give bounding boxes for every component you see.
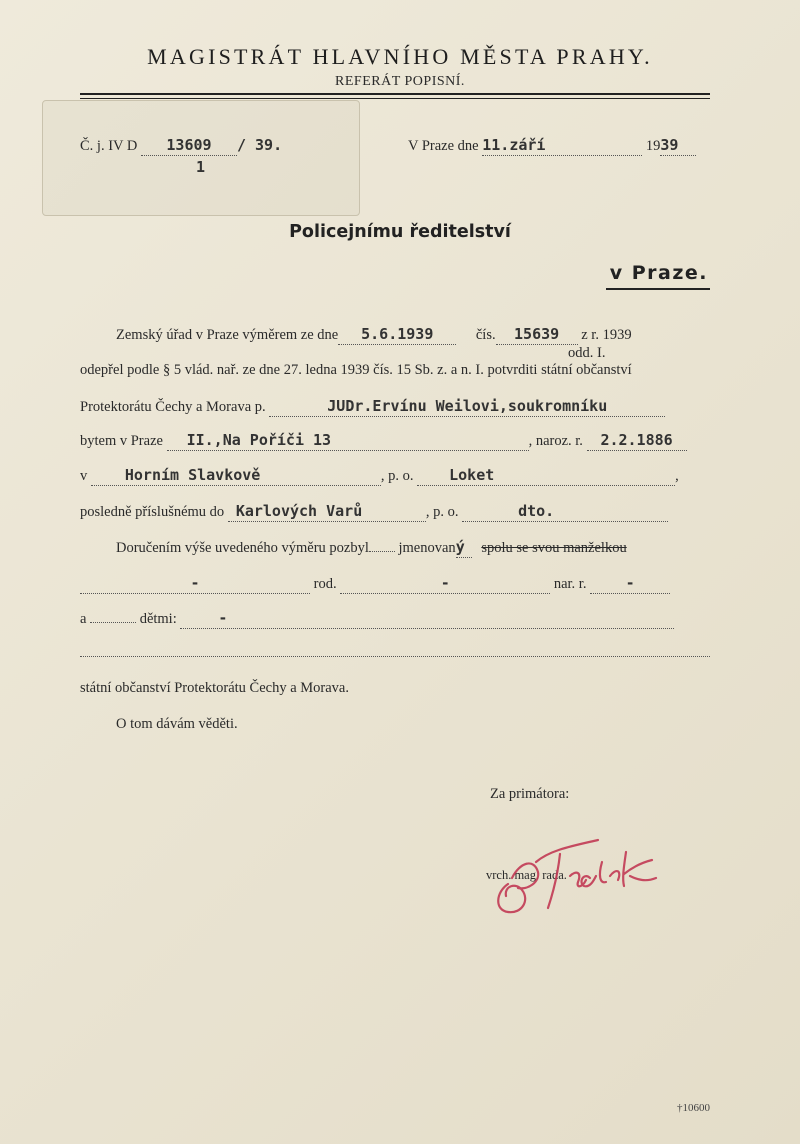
decree-department: odd. I. (568, 345, 606, 361)
signatory-title: vrch. mag. rada. (486, 868, 567, 882)
loss-intro: Doručením výše uvedeného výměru pozbyl (116, 540, 369, 556)
spouse-birth-dash: - (625, 574, 635, 592)
domicile-po-label: , p. o. (425, 504, 459, 520)
residence-address: II.,Na Poříči 13 (186, 431, 332, 449)
decree-intro: Zemský úřad v Praze výměrem ze dne (116, 327, 339, 343)
birth-place: Horním Slavkově (124, 466, 261, 484)
header-rule-thin (80, 98, 710, 99)
body-line-3 (80, 397, 665, 417)
maiden-name-label: rod. (313, 576, 337, 592)
domicile-label: posledně příslušnému do (80, 504, 225, 520)
decree-date: 5.6.1939 (361, 325, 434, 343)
body-line-8 (80, 574, 670, 594)
date-line (408, 136, 696, 156)
body-line-5: v Horním Slavkově , p. o. Loket , (80, 466, 679, 484)
body-line-citizenship: státní občanství Protektorátu Čechy a Morava. (80, 680, 349, 696)
header-rule-thick (80, 93, 710, 95)
body-line-4 (80, 431, 687, 451)
for-mayor-label: Za primátora: (490, 786, 570, 802)
body-line-7 (116, 538, 627, 558)
body-line-9 (80, 609, 674, 629)
body-line-closing: O tom dávám věděti. (116, 716, 238, 732)
year-value: 39 (660, 136, 679, 154)
children-label: dětmi: (139, 611, 177, 627)
person-name: JUDr.Ervínu Weilovi,soukromníku (327, 397, 608, 415)
children-dash: - (218, 609, 228, 627)
reference-sub: 1 (196, 158, 206, 176)
named-label: jmenovan (398, 540, 456, 556)
decree-number: 15639 (514, 325, 560, 343)
residence-label: bytem v Praze (80, 433, 163, 449)
decree-year: z r. 1939 (581, 327, 632, 343)
blank-dotted-line (80, 656, 710, 657)
birth-po-label: , p. o. (380, 468, 414, 484)
maiden-dash: - (440, 574, 450, 592)
reference-number: 13609 (166, 136, 212, 154)
date-value: 11.září (482, 136, 546, 154)
reference-line (80, 136, 282, 156)
body-line-2: odepřel podle § 5 vlád. nař. ze dne 27. ledna 1939 čís. 15 Sb. z. a n. I. potvrditi státní občanství (80, 362, 632, 378)
addressee-underline (606, 288, 710, 290)
birth-date: 2.2.1886 (600, 431, 673, 449)
form-code: †10600 (677, 1102, 710, 1114)
struck-spouse-text: spolu se svou manželkou (481, 540, 627, 556)
date-prefix: V Praze dne (408, 138, 479, 154)
reference-prefix: Č. j. IV D (80, 138, 138, 154)
domicile-po: dto. (518, 502, 555, 520)
reference-year: / 39. (236, 136, 283, 154)
citizenship-prefix: Protektorátu Čechy a Morava p. (80, 399, 266, 415)
year-prefix: 19 (645, 138, 661, 154)
body-line-6 (80, 502, 668, 522)
addressee-heading: Policejnímu ředitelství (289, 222, 511, 242)
spouse-dash: - (190, 574, 200, 592)
office-subtitle: REFERÁT POPISNÍ. (335, 74, 465, 89)
decree-number-label: čís. (475, 327, 496, 343)
spouse-birth-label: nar. r. (553, 576, 587, 592)
body-line-1 (116, 325, 632, 345)
named-suffix: ý (455, 538, 465, 556)
birth-po: Loket (449, 466, 495, 484)
office-title: MAGISTRÁT HLAVNÍHO MĚSTA PRAHY. (147, 44, 653, 69)
birthplace-label: v (80, 468, 88, 484)
addressee-city: v Praze. (609, 262, 708, 284)
domicile: Karlových Varů (235, 502, 363, 520)
birth-year-label: , naroz. r. (528, 433, 583, 449)
handwritten-signature (490, 832, 670, 922)
and-label: a (80, 611, 87, 627)
